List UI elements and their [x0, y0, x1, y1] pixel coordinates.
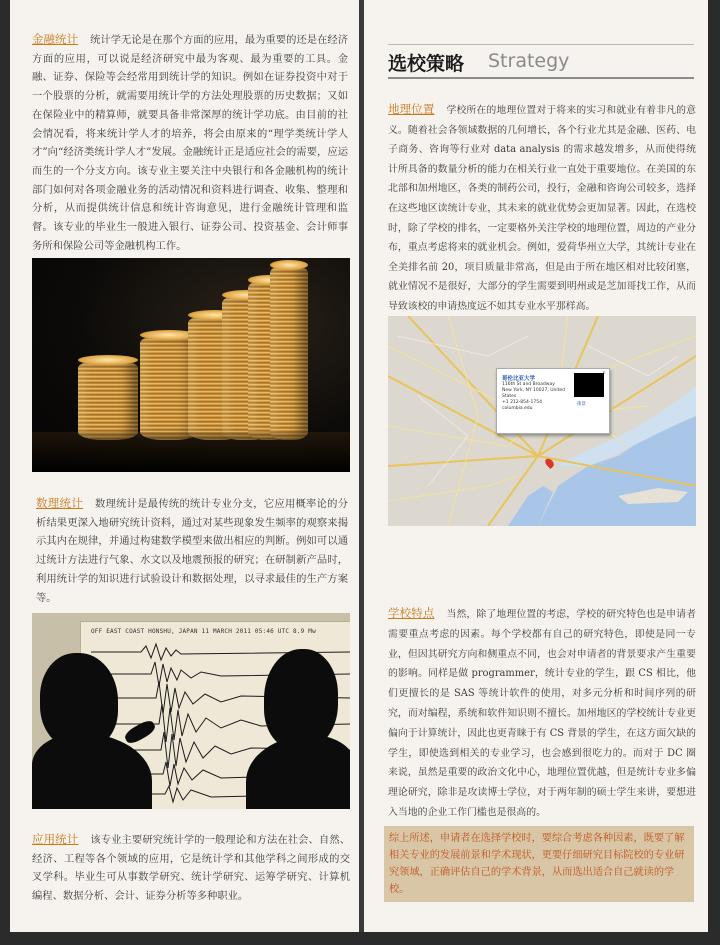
applied-statistics-heading: 应用统计	[32, 832, 79, 846]
mathematical-statistics-section	[36, 494, 348, 607]
location-section	[388, 100, 696, 317]
close-icon[interactable]: ×	[601, 370, 606, 376]
map-image	[388, 316, 696, 526]
coin-stack	[78, 360, 138, 440]
left-column	[10, 0, 357, 932]
column-divider	[359, 0, 364, 932]
school-features-heading: 学校特点	[388, 606, 435, 620]
popup-address: 116th St and Broadway New York, NY 10027, United States +1 212-854-1754 columbia.edu	[502, 382, 565, 411]
conclusion-box: 综上所述，申请者在选择学校时，要综合考虑各种因素，既要了解相关专业的发展前景和学术现状，更要仔细研究目标院校的专业研究领域，正确评估自己的学术背景，从而选出适合自己就读的学校。	[384, 826, 694, 902]
school-features-section	[388, 604, 696, 823]
applied-statistics-section	[32, 830, 350, 906]
finance-statistics-section	[32, 30, 348, 255]
finance-statistics-body: 统计学无论是在那个方面的应用，最为重要的还是在经济方面的应用，可以说是经济研究中最为客观、最为重要的工具。金融、证券、保险等会经常用到统计学的知识。例如在证券投资中对于一个股票的分析，就需要用统计学的方法处理股票的历史数据；又如在保险业中的精算师，就要具备非常深厚的统计学功底。由目前的社会情况看，将来统计学人才的培养，将会由原来的“理学类统计学人才”向“经济类统计学人才”发展。金融统计正是适应社会的需要，应运而生的一个分支方向。该专业主要关注中央银行和各金融机构的统计部门如何对各项金融业务的活动情况和资料进行调查、收集、整理和分析，从而提供统计信息和统计咨询意见，进行金融统计管理和监督。该专业的毕业生一般进入银行、证券公司、投资基金、会计师事务所和保险公司等金融机构工作。	[32, 34, 349, 252]
gold-coin-stacks-photo	[32, 258, 350, 472]
school-features-body: 当然，除了地理位置的考虑，学校的研究特色也是申请者需要重点考虑的因素。每个学校都有自己的研究特色，即使是同一专业，但因其研究方向和侧重点不同，也会对申请者的背景要求产生重要的影响。同样是做 programmer，统计专业的学生，跟 CS 相比，他们更擅长的是 SAS 等统计软件的使用，对多元分析和时间序列的研究，而对编程，系统和软件知识则不擅长。加州地区的学校统计专业更偏向于计算统计，因此也更青睐于有 CS 背景的学生，在这方面欠缺的学生，即使选到相关的专业学习，也会感到很吃力的。而对于 DC 圈来说，虽然是重要的政治文化中心，地理位置优越，但是统计专业多偏理论研究，除非是攻读博士学位，对于两年制的硕士学生来讲，要想进入当地的企业工作门槛也是很高的。	[388, 609, 696, 818]
mathematical-statistics-body: 数理统计是最传统的统计专业分支，它应用概率论的分析结果更深入地研究统计资料，通过对某些现象发生频率的观察来揭示其内在规律，并通过构建数学模型来做出相应的判断。例如可以通过统计方法进行气象、水文以及地震预报的研究；在研制新产品时，利用统计学的知识进行试验设计和数据处理，以寻求最佳的生产方案等。	[36, 498, 349, 604]
applied-statistics-body: 该专业主要研究统计学的一般理论和方法在社会、自然、经济、工程等各个领域的应用，它是统计学和其他学科之间形成的交叉学科。毕业生可从事数学研究、统计学研究、运筹学研究、计算机编程、数据分析、会计、证券分析等多种职业。	[32, 834, 351, 903]
right-column	[366, 0, 708, 932]
strategy-title-english: Strategy	[488, 50, 570, 72]
seismograph-discussion-photo	[32, 613, 350, 809]
mathematical-statistics-heading: 数理统计	[36, 496, 84, 510]
popup-place-name[interactable]: 哥伦比亚大学	[502, 376, 536, 382]
popup-streetview-link[interactable]: 街景	[577, 402, 586, 407]
seismogram-title: OFF EAST COAST HONSHU, JAPAN 11 MARCH 2011 05:46 UTC 8.9 Mw	[91, 628, 316, 635]
popup-redacted-image	[574, 373, 604, 397]
reflective-floor	[32, 432, 350, 472]
coin-stack	[270, 265, 308, 440]
strategy-title-bar	[388, 44, 694, 79]
strategy-title-chinese: 选校策略	[388, 53, 465, 75]
magazine-page	[10, 0, 708, 932]
location-heading: 地理位置	[388, 102, 435, 116]
person-silhouette-right	[264, 649, 338, 749]
location-body: 学校所在的地理位置对于将来的实习和就业有着非凡的意义。随着社会各领域数据的几何增长，各个行业尤其是金融、医药、电子商务、咨询等行业对 data analysis 的需求越发增多，从而使得统计所具备的数量分析的能力在相关行业一直处于重要地位。在美国的东北部和加州地区，各类的制药公司，投行，金融和咨询公司较多，选择在这些地区读统计专业，其未来的就业优势会更加显著。因此，在选校时，除了学校的排名，一定要格外关注学校的地理位置，周边的产业分布，重点考虑将来的就业机会。例如，爱荷华州立大学，其统计专业在全美排名前 20，项目质量非常高，但是由于所在地区相对比较闭塞，就业情况不是很好，大部分的学生需要到明州或是芝加哥找工作，从而导致该校的申请热度远不如其专业水平那样高。	[388, 105, 696, 312]
finance-statistics-heading: 金融统计	[32, 32, 79, 46]
map-info-popup[interactable]	[496, 368, 610, 434]
